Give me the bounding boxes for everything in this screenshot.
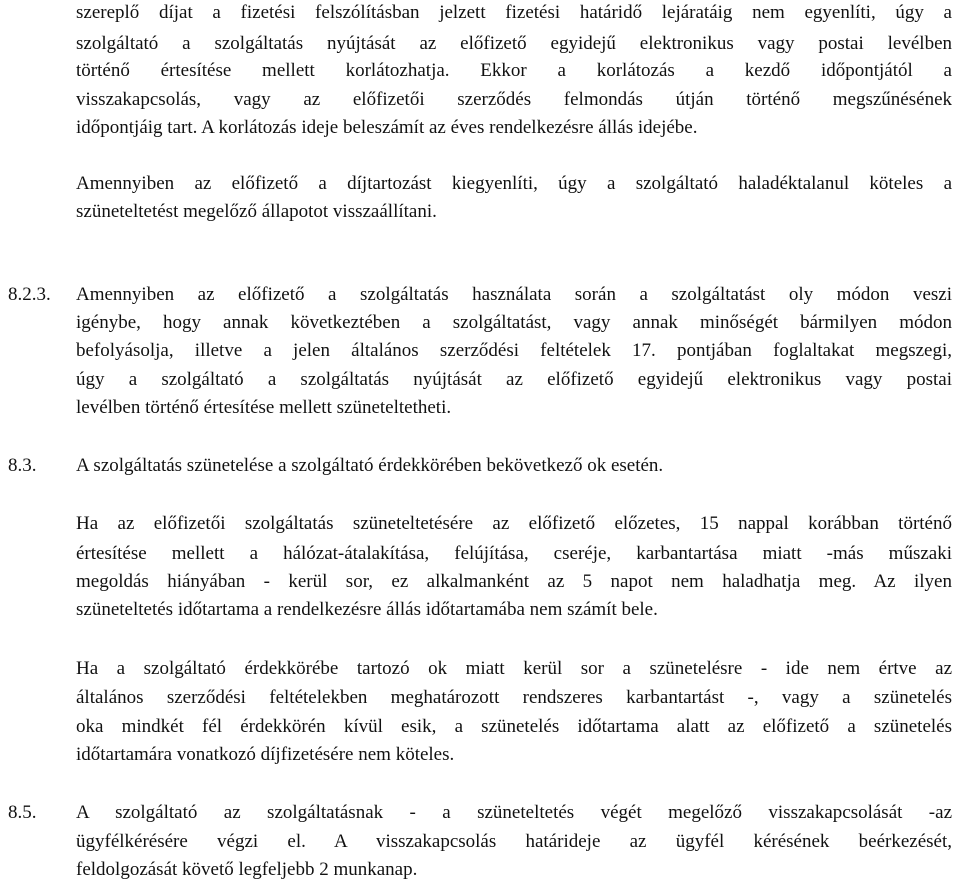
text-line: úgy a szolgáltató a szolgáltatás nyújtását az előfizető egyidejű elektronikus vagy postai xyxy=(76,369,952,390)
text-line: ügyfélkérésére végzi el. A visszakapcsolás határideje az ügyfél kérésének beérkezését, xyxy=(76,831,952,852)
text-line: Amennyiben az előfizető a díjtartozást kiegyenlíti, úgy a szolgáltató haladéktalanul köteles a xyxy=(76,173,952,194)
section-number: 8.3. xyxy=(8,455,37,476)
section-number: 8.2.3. xyxy=(8,284,51,305)
text-line: Ha a szolgáltató érdekkörébe tartozó ok miatt kerül sor a szünetelésre - ide nem értve az xyxy=(76,658,952,679)
text-line: általános szerződési feltételekben meghatározott rendszeres karbantartást -, vagy a szünetelés xyxy=(76,687,952,708)
text-line: feldolgozását követő legfeljebb 2 munkanap. xyxy=(76,859,418,880)
text-line: Amennyiben az előfizető a szolgáltatás használata során a szolgáltatást oly módon veszi xyxy=(76,284,952,305)
text-line: időpontjáig tart. A korlátozás ideje beleszámít az éves rendelkezésre állás idejébe. xyxy=(76,117,698,138)
text-line: szereplő díjat a fizetési felszólításban jelzett fizetési határidő lejáratáig nem egyenlíti, úgy a xyxy=(76,2,952,23)
text-line: igénybe, hogy annak következtében a szolgáltatást, vagy annak minőségét bármilyen módon xyxy=(76,312,952,333)
text-line: időtartamára vonatkozó díjfizetésére nem köteles. xyxy=(76,744,455,765)
text-line: visszakapcsolás, vagy az előfizetői szerződés felmondás útján történő megszűnésének xyxy=(76,89,952,110)
section-number: 8.5. xyxy=(8,802,37,823)
text-line: A szolgáltató az szolgáltatásnak - a szüneteltetés végét megelőző visszakapcsolását -az xyxy=(76,802,952,823)
text-line: értesítése mellett a hálózat-átalakítása, felújítása, cseréje, karbantartása miatt -más műszaki xyxy=(76,543,952,564)
text-line: szolgáltató a szolgáltatás nyújtását az előfizető egyidejű elektronikus vagy postai levélben xyxy=(76,33,952,54)
text-line: levélben történő értesítése mellett szüneteltetheti. xyxy=(76,397,452,418)
text-line: szüneteltetést megelőző állapotot visszaállítani. xyxy=(76,201,437,222)
section-heading: A szolgáltatás szünetelése a szolgáltató érdekkörében bekövetkező ok esetén. xyxy=(76,455,664,476)
text-line: Ha az előfizetői szolgáltatás szüneteltetésére az előfizető előzetes, 15 nappal korábban történő xyxy=(76,513,952,534)
text-line: szüneteltetés időtartama a rendelkezésre állás időtartamába nem számít bele. xyxy=(76,599,658,620)
text-line: történő értesítése mellett korlátozhatja. Ekkor a korlátozás a kezdő időpontjától a xyxy=(76,60,952,81)
text-line: megoldás hiányában - kerül sor, ez alkalmanként az 5 napot nem haladhatja meg. Az ilyen xyxy=(76,571,952,592)
text-line: oka mindkét fél érdekkörén kívül esik, a szünetelés időtartama alatt az előfizető a szünetelés xyxy=(76,716,952,737)
text-line: befolyásolja, illetve a jelen általános szerződési feltételek 17. pontjában foglaltakat megszegi, xyxy=(76,340,952,361)
